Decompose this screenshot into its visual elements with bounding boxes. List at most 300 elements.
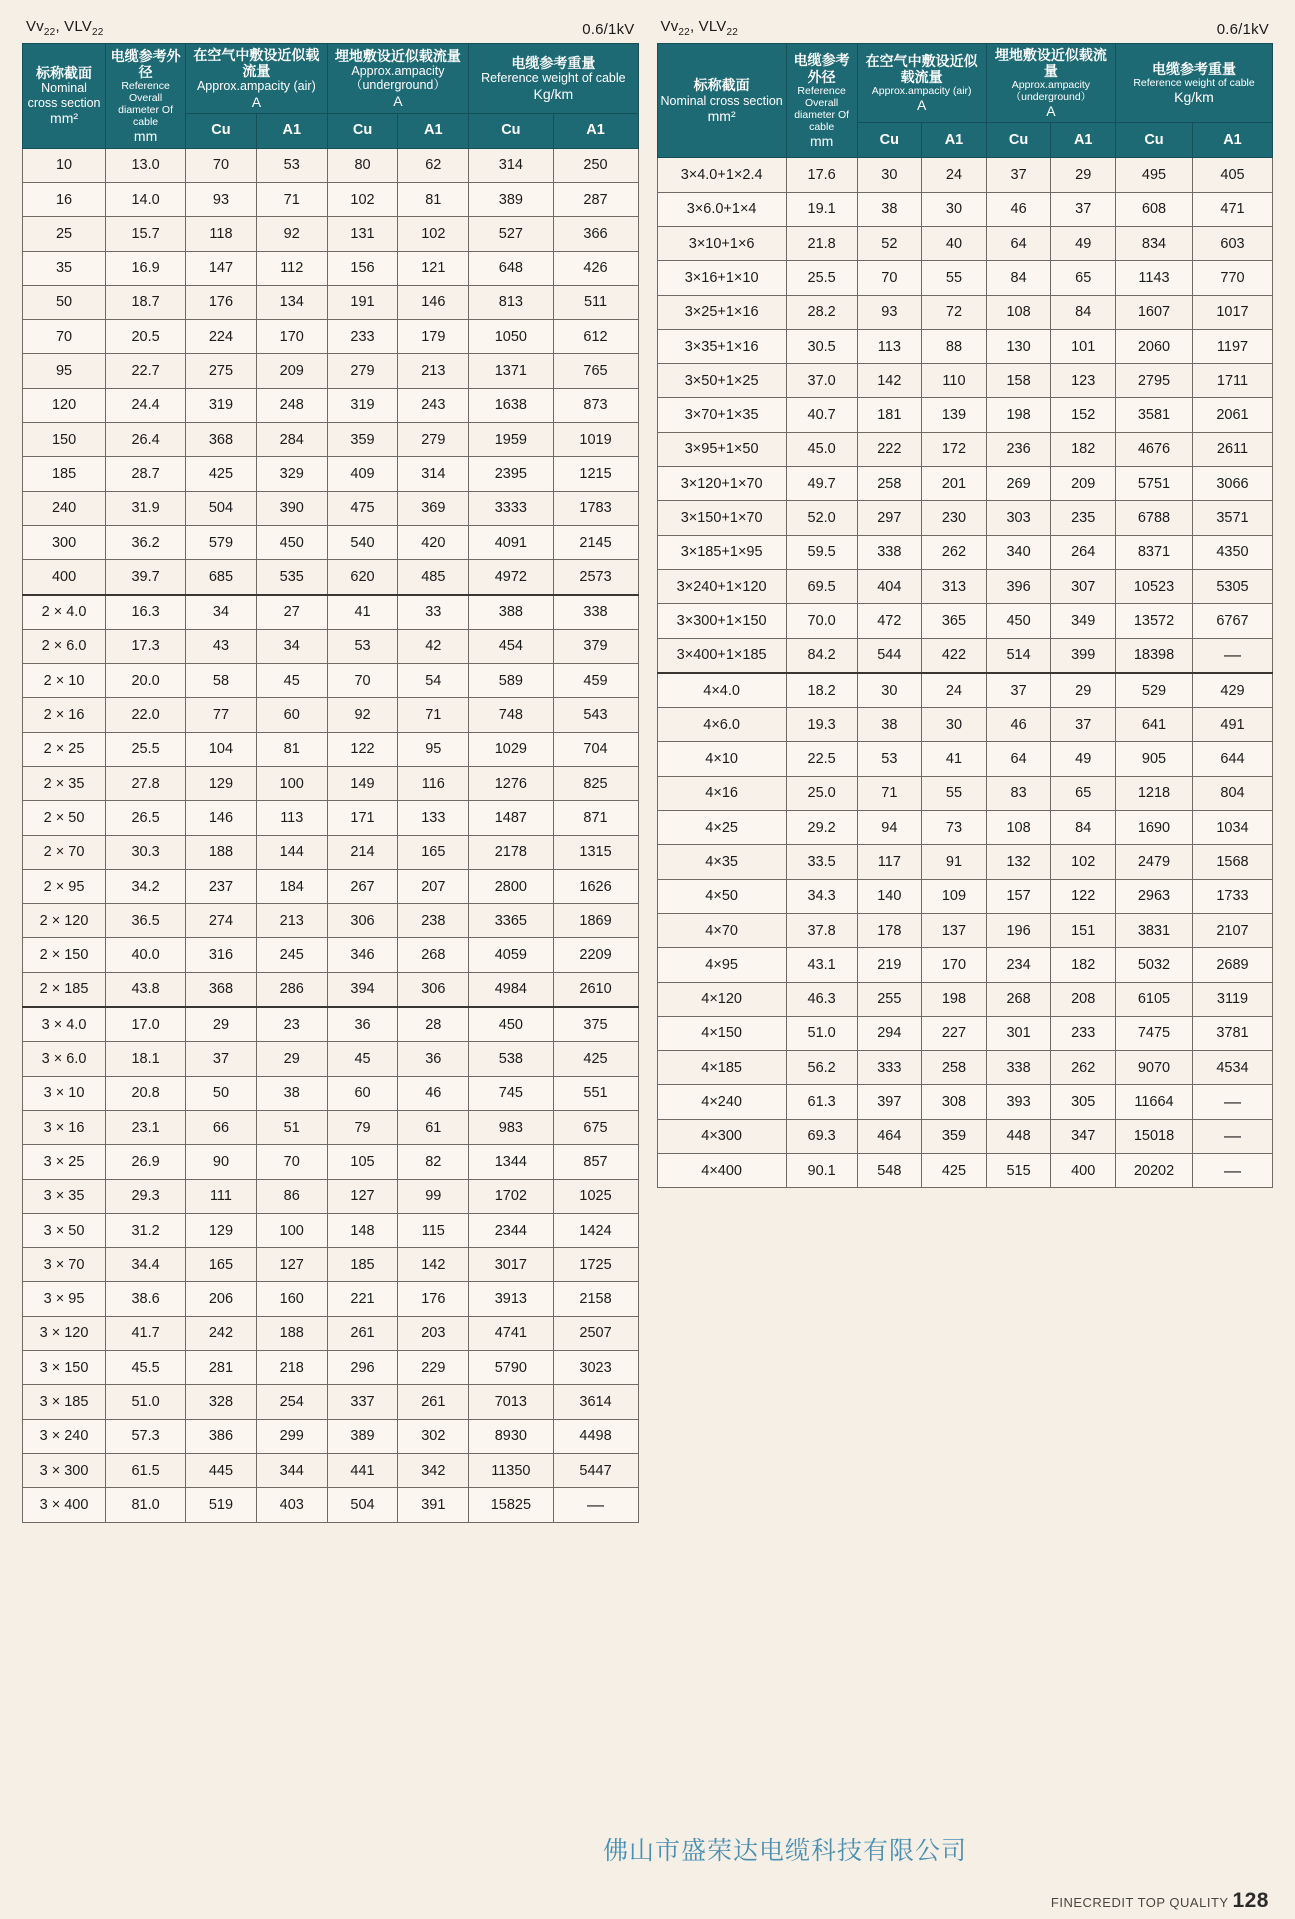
spec-underground-al: 65 xyxy=(1051,261,1116,295)
spec-name: 4×10 xyxy=(657,742,786,776)
spec-air-al: 60 xyxy=(256,698,327,732)
header-ampacity-air: 在空气中敷设近似载流量 Approx.ampacity (air) A xyxy=(186,44,328,114)
spec-underground-cu: 267 xyxy=(327,869,398,903)
spec-underground-al: 122 xyxy=(1051,879,1116,913)
spec-air-al: 30 xyxy=(922,708,987,742)
left-voltage-rating: 0.6/1kV xyxy=(582,21,635,38)
spec-name: 3×6.0+1×4 xyxy=(657,192,786,226)
table-row xyxy=(23,1453,639,1487)
spec-air-al: 172 xyxy=(922,432,987,466)
spec-weight-cu: 4741 xyxy=(469,1316,553,1350)
spec-weight-al: 3066 xyxy=(1192,467,1272,501)
spec-weight-cu: 20202 xyxy=(1116,1154,1193,1188)
spec-underground-al: 399 xyxy=(1051,638,1116,673)
table-row xyxy=(23,904,639,938)
spec-weight-al: — xyxy=(1192,638,1272,673)
spec-weight-cu: 983 xyxy=(469,1110,553,1144)
spec-weight-al: 405 xyxy=(1192,158,1272,192)
spec-diameter: 16.3 xyxy=(106,595,186,630)
spec-diameter: 39.7 xyxy=(106,560,186,595)
spec-underground-al: 176 xyxy=(398,1282,469,1316)
spec-air-al: 112 xyxy=(256,251,327,285)
spec-diameter: 22.7 xyxy=(106,354,186,388)
spec-weight-al: 1025 xyxy=(553,1179,638,1213)
spec-underground-cu: 337 xyxy=(327,1385,398,1419)
table-row xyxy=(23,525,639,559)
table-row xyxy=(657,1085,1273,1119)
spec-weight-al: 5447 xyxy=(553,1453,638,1487)
spec-diameter: 34.4 xyxy=(106,1248,186,1282)
table-row xyxy=(23,732,639,766)
spec-name: 3×300+1×150 xyxy=(657,604,786,638)
table-row xyxy=(23,1419,639,1453)
spec-diameter: 38.6 xyxy=(106,1282,186,1316)
table-row xyxy=(23,972,639,1007)
spec-name: 2 × 50 xyxy=(23,801,106,835)
spec-underground-cu: 296 xyxy=(327,1351,398,1385)
spec-air-cu: 93 xyxy=(186,182,257,216)
spec-weight-cu: 388 xyxy=(469,595,553,630)
spec-name: 3×35+1×16 xyxy=(657,329,786,363)
spec-air-al: 248 xyxy=(256,388,327,422)
spec-weight-cu: 6105 xyxy=(1116,982,1193,1016)
spec-diameter: 23.1 xyxy=(106,1110,186,1144)
spec-diameter: 14.0 xyxy=(106,182,186,216)
spec-underground-al: 208 xyxy=(1051,982,1116,1016)
table-row xyxy=(657,1154,1273,1188)
spec-underground-al: 102 xyxy=(398,217,469,251)
spec-name: 3×10+1×6 xyxy=(657,227,786,261)
spec-air-al: 81 xyxy=(256,732,327,766)
spec-name: 3 × 185 xyxy=(23,1385,106,1419)
spec-underground-cu: 268 xyxy=(986,982,1051,1016)
spec-name: 3×400+1×185 xyxy=(657,638,786,673)
table-row xyxy=(657,913,1273,947)
spec-air-al: 113 xyxy=(256,801,327,835)
spec-underground-al: 342 xyxy=(398,1453,469,1487)
table-row xyxy=(657,708,1273,742)
spec-weight-cu: 608 xyxy=(1116,192,1193,226)
spec-diameter: 31.9 xyxy=(106,491,186,525)
spec-underground-al: 182 xyxy=(1051,432,1116,466)
spec-air-al: 55 xyxy=(922,261,987,295)
spec-air-cu: 181 xyxy=(857,398,922,432)
footer-page-number: 128 xyxy=(1232,1889,1269,1912)
spec-name: 4×70 xyxy=(657,913,786,947)
spec-air-al: 313 xyxy=(922,569,987,603)
spec-air-cu: 58 xyxy=(186,664,257,698)
spec-name: 3 × 70 xyxy=(23,1248,106,1282)
spec-underground-al: 152 xyxy=(1051,398,1116,432)
right-voltage-rating: 0.6/1kV xyxy=(1216,21,1269,38)
spec-name: 3×70+1×35 xyxy=(657,398,786,432)
spec-weight-cu: 905 xyxy=(1116,742,1193,776)
spec-underground-cu: 620 xyxy=(327,560,398,595)
table-row xyxy=(657,227,1273,261)
spec-name: 4×25 xyxy=(657,811,786,845)
spec-air-cu: 258 xyxy=(857,467,922,501)
spec-underground-cu: 149 xyxy=(327,767,398,801)
subheader-weight-al: A1 xyxy=(553,113,638,148)
spec-weight-cu: 3831 xyxy=(1116,913,1193,947)
spec-weight-al: 471 xyxy=(1192,192,1272,226)
spec-underground-cu: 37 xyxy=(986,673,1051,708)
spec-underground-cu: 301 xyxy=(986,1016,1051,1050)
spec-weight-cu: 8930 xyxy=(469,1419,553,1453)
spec-name: 3×120+1×70 xyxy=(657,467,786,501)
spec-underground-cu: 53 xyxy=(327,629,398,663)
spec-weight-cu: 2344 xyxy=(469,1213,553,1247)
spec-underground-cu: 130 xyxy=(986,329,1051,363)
spec-underground-cu: 92 xyxy=(327,698,398,732)
spec-diameter: 17.3 xyxy=(106,629,186,663)
spec-diameter: 15.7 xyxy=(106,217,186,251)
spec-air-cu: 111 xyxy=(186,1179,257,1213)
table-row xyxy=(657,1051,1273,1085)
spec-diameter: 37.0 xyxy=(786,364,857,398)
table-row xyxy=(23,320,639,354)
spec-underground-cu: 157 xyxy=(986,879,1051,913)
spec-weight-cu: 813 xyxy=(469,285,553,319)
spec-air-al: 110 xyxy=(922,364,987,398)
spec-air-cu: 255 xyxy=(857,982,922,1016)
spec-underground-cu: 108 xyxy=(986,811,1051,845)
spec-name: 2 × 10 xyxy=(23,664,106,698)
spec-air-al: 23 xyxy=(256,1007,327,1042)
table-row xyxy=(23,1007,639,1042)
spec-underground-cu: 80 xyxy=(327,148,398,182)
spec-weight-cu: 2800 xyxy=(469,869,553,903)
header-nominal-cross-section: 标称截面 Nominal cross section mm² xyxy=(23,44,106,149)
spec-underground-al: 369 xyxy=(398,491,469,525)
subheader-weight-cu: Cu xyxy=(1116,123,1193,158)
footer-brand xyxy=(1051,1889,1269,1913)
spec-air-al: 170 xyxy=(922,948,987,982)
spec-air-cu: 368 xyxy=(186,972,257,1007)
spec-diameter: 45.5 xyxy=(106,1351,186,1385)
spec-name: 3 × 25 xyxy=(23,1145,106,1179)
spec-diameter: 24.4 xyxy=(106,388,186,422)
spec-weight-al: — xyxy=(553,1488,638,1522)
spec-air-cu: 90 xyxy=(186,1145,257,1179)
spec-weight-cu: 641 xyxy=(1116,708,1193,742)
spec-air-cu: 165 xyxy=(186,1248,257,1282)
spec-weight-al: 1424 xyxy=(553,1213,638,1247)
spec-weight-cu: 5751 xyxy=(1116,467,1193,501)
spec-underground-cu: 540 xyxy=(327,525,398,559)
spec-underground-cu: 196 xyxy=(986,913,1051,947)
header-ampacity-underground: 埋地敷设近似载流量 Approx.ampacity（underground） A xyxy=(986,44,1115,123)
spec-air-cu: 118 xyxy=(186,217,257,251)
spec-air-al: 70 xyxy=(256,1145,327,1179)
spec-underground-cu: 306 xyxy=(327,904,398,938)
spec-air-al: 535 xyxy=(256,560,327,595)
spec-weight-cu: 4972 xyxy=(469,560,553,595)
spec-name: 70 xyxy=(23,320,106,354)
spec-underground-al: 182 xyxy=(1051,948,1116,982)
spec-weight-al: 1315 xyxy=(553,835,638,869)
spec-underground-cu: 234 xyxy=(986,948,1051,982)
spec-diameter: 33.5 xyxy=(786,845,857,879)
table-row xyxy=(657,776,1273,810)
spec-air-cu: 43 xyxy=(186,629,257,663)
spec-underground-cu: 36 xyxy=(327,1007,398,1042)
spec-air-cu: 176 xyxy=(186,285,257,319)
spec-air-al: 100 xyxy=(256,767,327,801)
spec-air-cu: 206 xyxy=(186,1282,257,1316)
spec-air-cu: 472 xyxy=(857,604,922,638)
spec-weight-cu: 748 xyxy=(469,698,553,732)
table-row xyxy=(657,295,1273,329)
spec-air-cu: 104 xyxy=(186,732,257,766)
table-row xyxy=(23,1110,639,1144)
spec-air-al: 450 xyxy=(256,525,327,559)
table-row xyxy=(23,560,639,595)
spec-weight-al: 3614 xyxy=(553,1385,638,1419)
table-row xyxy=(23,182,639,216)
spec-underground-al: 314 xyxy=(398,457,469,491)
spec-weight-al: 2507 xyxy=(553,1316,638,1350)
spec-weight-cu: 4059 xyxy=(469,938,553,972)
table-row xyxy=(657,845,1273,879)
header-reference-weight: 电缆参考重量 Reference weight of cable Kg/km xyxy=(1116,44,1273,123)
spec-name: 2 × 35 xyxy=(23,767,106,801)
spec-air-cu: 404 xyxy=(857,569,922,603)
spec-air-al: 245 xyxy=(256,938,327,972)
table-row xyxy=(23,285,639,319)
spec-air-cu: 70 xyxy=(857,261,922,295)
spec-diameter: 34.3 xyxy=(786,879,857,913)
spec-underground-cu: 396 xyxy=(986,569,1051,603)
spec-weight-cu: 454 xyxy=(469,629,553,663)
spec-underground-cu: 448 xyxy=(986,1119,1051,1153)
table-row xyxy=(23,1076,639,1110)
spec-air-cu: 579 xyxy=(186,525,257,559)
spec-air-cu: 66 xyxy=(186,1110,257,1144)
table-row xyxy=(657,158,1273,192)
spec-underground-cu: 191 xyxy=(327,285,398,319)
spec-name: 3×4.0+1×2.4 xyxy=(657,158,786,192)
spec-name: 2 × 25 xyxy=(23,732,106,766)
spec-weight-al: 871 xyxy=(553,801,638,835)
spec-underground-al: 42 xyxy=(398,629,469,663)
spec-underground-al: 29 xyxy=(1051,158,1116,192)
spec-weight-cu: 1371 xyxy=(469,354,553,388)
spec-air-cu: 37 xyxy=(186,1042,257,1076)
spec-air-al: 86 xyxy=(256,1179,327,1213)
spec-air-cu: 294 xyxy=(857,1016,922,1050)
spec-name: 120 xyxy=(23,388,106,422)
spec-air-cu: 333 xyxy=(857,1051,922,1085)
spec-diameter: 34.2 xyxy=(106,869,186,903)
spec-air-cu: 397 xyxy=(857,1085,922,1119)
left-page-header xyxy=(22,18,639,43)
spec-weight-cu: 5032 xyxy=(1116,948,1193,982)
subheader-air-al: A1 xyxy=(922,123,987,158)
spec-name: 4×50 xyxy=(657,879,786,913)
spec-weight-cu: 1029 xyxy=(469,732,553,766)
spec-air-al: 284 xyxy=(256,423,327,457)
spec-underground-cu: 261 xyxy=(327,1316,398,1350)
spec-weight-cu: 2178 xyxy=(469,835,553,869)
spec-weight-cu: 10523 xyxy=(1116,569,1193,603)
spec-air-al: 344 xyxy=(256,1453,327,1487)
spec-weight-cu: 5790 xyxy=(469,1351,553,1385)
table-row xyxy=(23,1385,639,1419)
spec-diameter: 29.3 xyxy=(106,1179,186,1213)
spec-weight-cu: 589 xyxy=(469,664,553,698)
spec-underground-cu: 233 xyxy=(327,320,398,354)
spec-weight-cu: 6788 xyxy=(1116,501,1193,535)
spec-weight-al: 4350 xyxy=(1192,535,1272,569)
spec-air-cu: 464 xyxy=(857,1119,922,1153)
spec-underground-cu: 279 xyxy=(327,354,398,388)
spec-underground-cu: 108 xyxy=(986,295,1051,329)
spec-diameter: 25.5 xyxy=(106,732,186,766)
spec-air-al: 144 xyxy=(256,835,327,869)
spec-air-al: 27 xyxy=(256,595,327,630)
spec-weight-al: 543 xyxy=(553,698,638,732)
spec-diameter: 51.0 xyxy=(106,1385,186,1419)
spec-air-al: 286 xyxy=(256,972,327,1007)
spec-weight-al: 6767 xyxy=(1192,604,1272,638)
spec-name: 3 × 16 xyxy=(23,1110,106,1144)
spec-weight-cu: 1218 xyxy=(1116,776,1193,810)
spec-air-al: 170 xyxy=(256,320,327,354)
table-row xyxy=(23,1179,639,1213)
spec-underground-al: 229 xyxy=(398,1351,469,1385)
spec-air-cu: 425 xyxy=(186,457,257,491)
spec-diameter: 43.1 xyxy=(786,948,857,982)
footer-brand-text: FINECREDIT TOP QUALITY xyxy=(1050,1895,1229,1910)
spec-diameter: 18.1 xyxy=(106,1042,186,1076)
spec-air-cu: 445 xyxy=(186,1453,257,1487)
spec-underground-cu: 475 xyxy=(327,491,398,525)
spec-air-cu: 71 xyxy=(857,776,922,810)
spec-underground-cu: 441 xyxy=(327,1453,398,1487)
table-row xyxy=(23,1282,639,1316)
spec-name: 3 × 35 xyxy=(23,1179,106,1213)
spec-name: 35 xyxy=(23,251,106,285)
spec-air-cu: 504 xyxy=(186,491,257,525)
table-row xyxy=(23,251,639,285)
spec-weight-al: 2573 xyxy=(553,560,638,595)
spec-diameter: 43.8 xyxy=(106,972,186,1007)
spec-underground-al: 62 xyxy=(398,148,469,182)
spec-diameter: 81.0 xyxy=(106,1488,186,1522)
spec-weight-cu: 1276 xyxy=(469,767,553,801)
table-row xyxy=(23,698,639,732)
spec-name: 4×6.0 xyxy=(657,708,786,742)
spec-air-al: 34 xyxy=(256,629,327,663)
spec-air-al: 403 xyxy=(256,1488,327,1522)
spec-air-cu: 30 xyxy=(857,158,922,192)
spec-weight-cu: 3581 xyxy=(1116,398,1193,432)
spec-name: 4×16 xyxy=(657,776,786,810)
spec-diameter: 19.3 xyxy=(786,708,857,742)
spec-air-cu: 222 xyxy=(857,432,922,466)
spec-diameter: 36.2 xyxy=(106,525,186,559)
table-row xyxy=(657,1016,1273,1050)
spec-air-al: 201 xyxy=(922,467,987,501)
spec-name: 3×240+1×120 xyxy=(657,569,786,603)
spec-underground-al: 33 xyxy=(398,595,469,630)
header-nominal-cross-section: 标称截面 Nominal cross section mm² xyxy=(657,44,786,158)
spec-air-cu: 224 xyxy=(186,320,257,354)
spec-weight-cu: 11664 xyxy=(1116,1085,1193,1119)
spec-weight-al: 825 xyxy=(553,767,638,801)
spec-name: 3×25+1×16 xyxy=(657,295,786,329)
spec-air-cu: 50 xyxy=(186,1076,257,1110)
spec-weight-al: 2158 xyxy=(553,1282,638,1316)
spec-name: 4×185 xyxy=(657,1051,786,1085)
spec-underground-al: 71 xyxy=(398,698,469,732)
spec-weight-cu: 2395 xyxy=(469,457,553,491)
left-cable-type: $Vv_{22}$, $VLV_{22}$ xyxy=(26,18,104,38)
spec-underground-al: 81 xyxy=(398,182,469,216)
spec-diameter: 30.3 xyxy=(106,835,186,869)
spec-name: 50 xyxy=(23,285,106,319)
spec-weight-cu: 1050 xyxy=(469,320,553,354)
spec-name: 2 × 120 xyxy=(23,904,106,938)
header-reference-weight: 电缆参考重量 Reference weight of cable Kg/km xyxy=(469,44,638,114)
right-spec-table xyxy=(657,43,1274,1188)
spec-diameter: 26.4 xyxy=(106,423,186,457)
spec-diameter: 18.2 xyxy=(786,673,857,708)
spec-weight-cu: 745 xyxy=(469,1076,553,1110)
spec-weight-cu: 314 xyxy=(469,148,553,182)
spec-weight-cu: 1959 xyxy=(469,423,553,457)
spec-diameter: 40.0 xyxy=(106,938,186,972)
table-row xyxy=(657,673,1273,708)
subheader-air-cu: Cu xyxy=(857,123,922,158)
spec-underground-cu: 394 xyxy=(327,972,398,1007)
subheader-air-cu: Cu xyxy=(186,113,257,148)
spec-underground-cu: 102 xyxy=(327,182,398,216)
spec-name: 10 xyxy=(23,148,106,182)
table-row xyxy=(23,595,639,630)
spec-air-al: 45 xyxy=(256,664,327,698)
spec-air-cu: 544 xyxy=(857,638,922,673)
spec-underground-al: 99 xyxy=(398,1179,469,1213)
spec-underground-cu: 389 xyxy=(327,1419,398,1453)
spec-air-cu: 319 xyxy=(186,388,257,422)
spec-underground-cu: 84 xyxy=(986,261,1051,295)
spec-weight-al: 459 xyxy=(553,664,638,698)
spec-weight-al: 873 xyxy=(553,388,638,422)
spec-air-al: 109 xyxy=(922,879,987,913)
spec-weight-al: 2145 xyxy=(553,525,638,559)
spec-weight-cu: 4091 xyxy=(469,525,553,559)
spec-diameter: 61.5 xyxy=(106,1453,186,1487)
table-row xyxy=(23,354,639,388)
spec-underground-al: 61 xyxy=(398,1110,469,1144)
spec-air-cu: 316 xyxy=(186,938,257,972)
spec-diameter: 17.0 xyxy=(106,1007,186,1042)
spec-underground-cu: 148 xyxy=(327,1213,398,1247)
spec-air-al: 38 xyxy=(256,1076,327,1110)
spec-underground-al: 54 xyxy=(398,664,469,698)
spec-diameter: 26.5 xyxy=(106,801,186,835)
subheader-weight-cu: Cu xyxy=(469,113,553,148)
spec-underground-al: 115 xyxy=(398,1213,469,1247)
spec-underground-al: 306 xyxy=(398,972,469,1007)
spec-air-al: 329 xyxy=(256,457,327,491)
table-row xyxy=(657,364,1273,398)
table-row xyxy=(657,535,1273,569)
spec-name: 2 × 150 xyxy=(23,938,106,972)
spec-underground-al: 37 xyxy=(1051,192,1116,226)
